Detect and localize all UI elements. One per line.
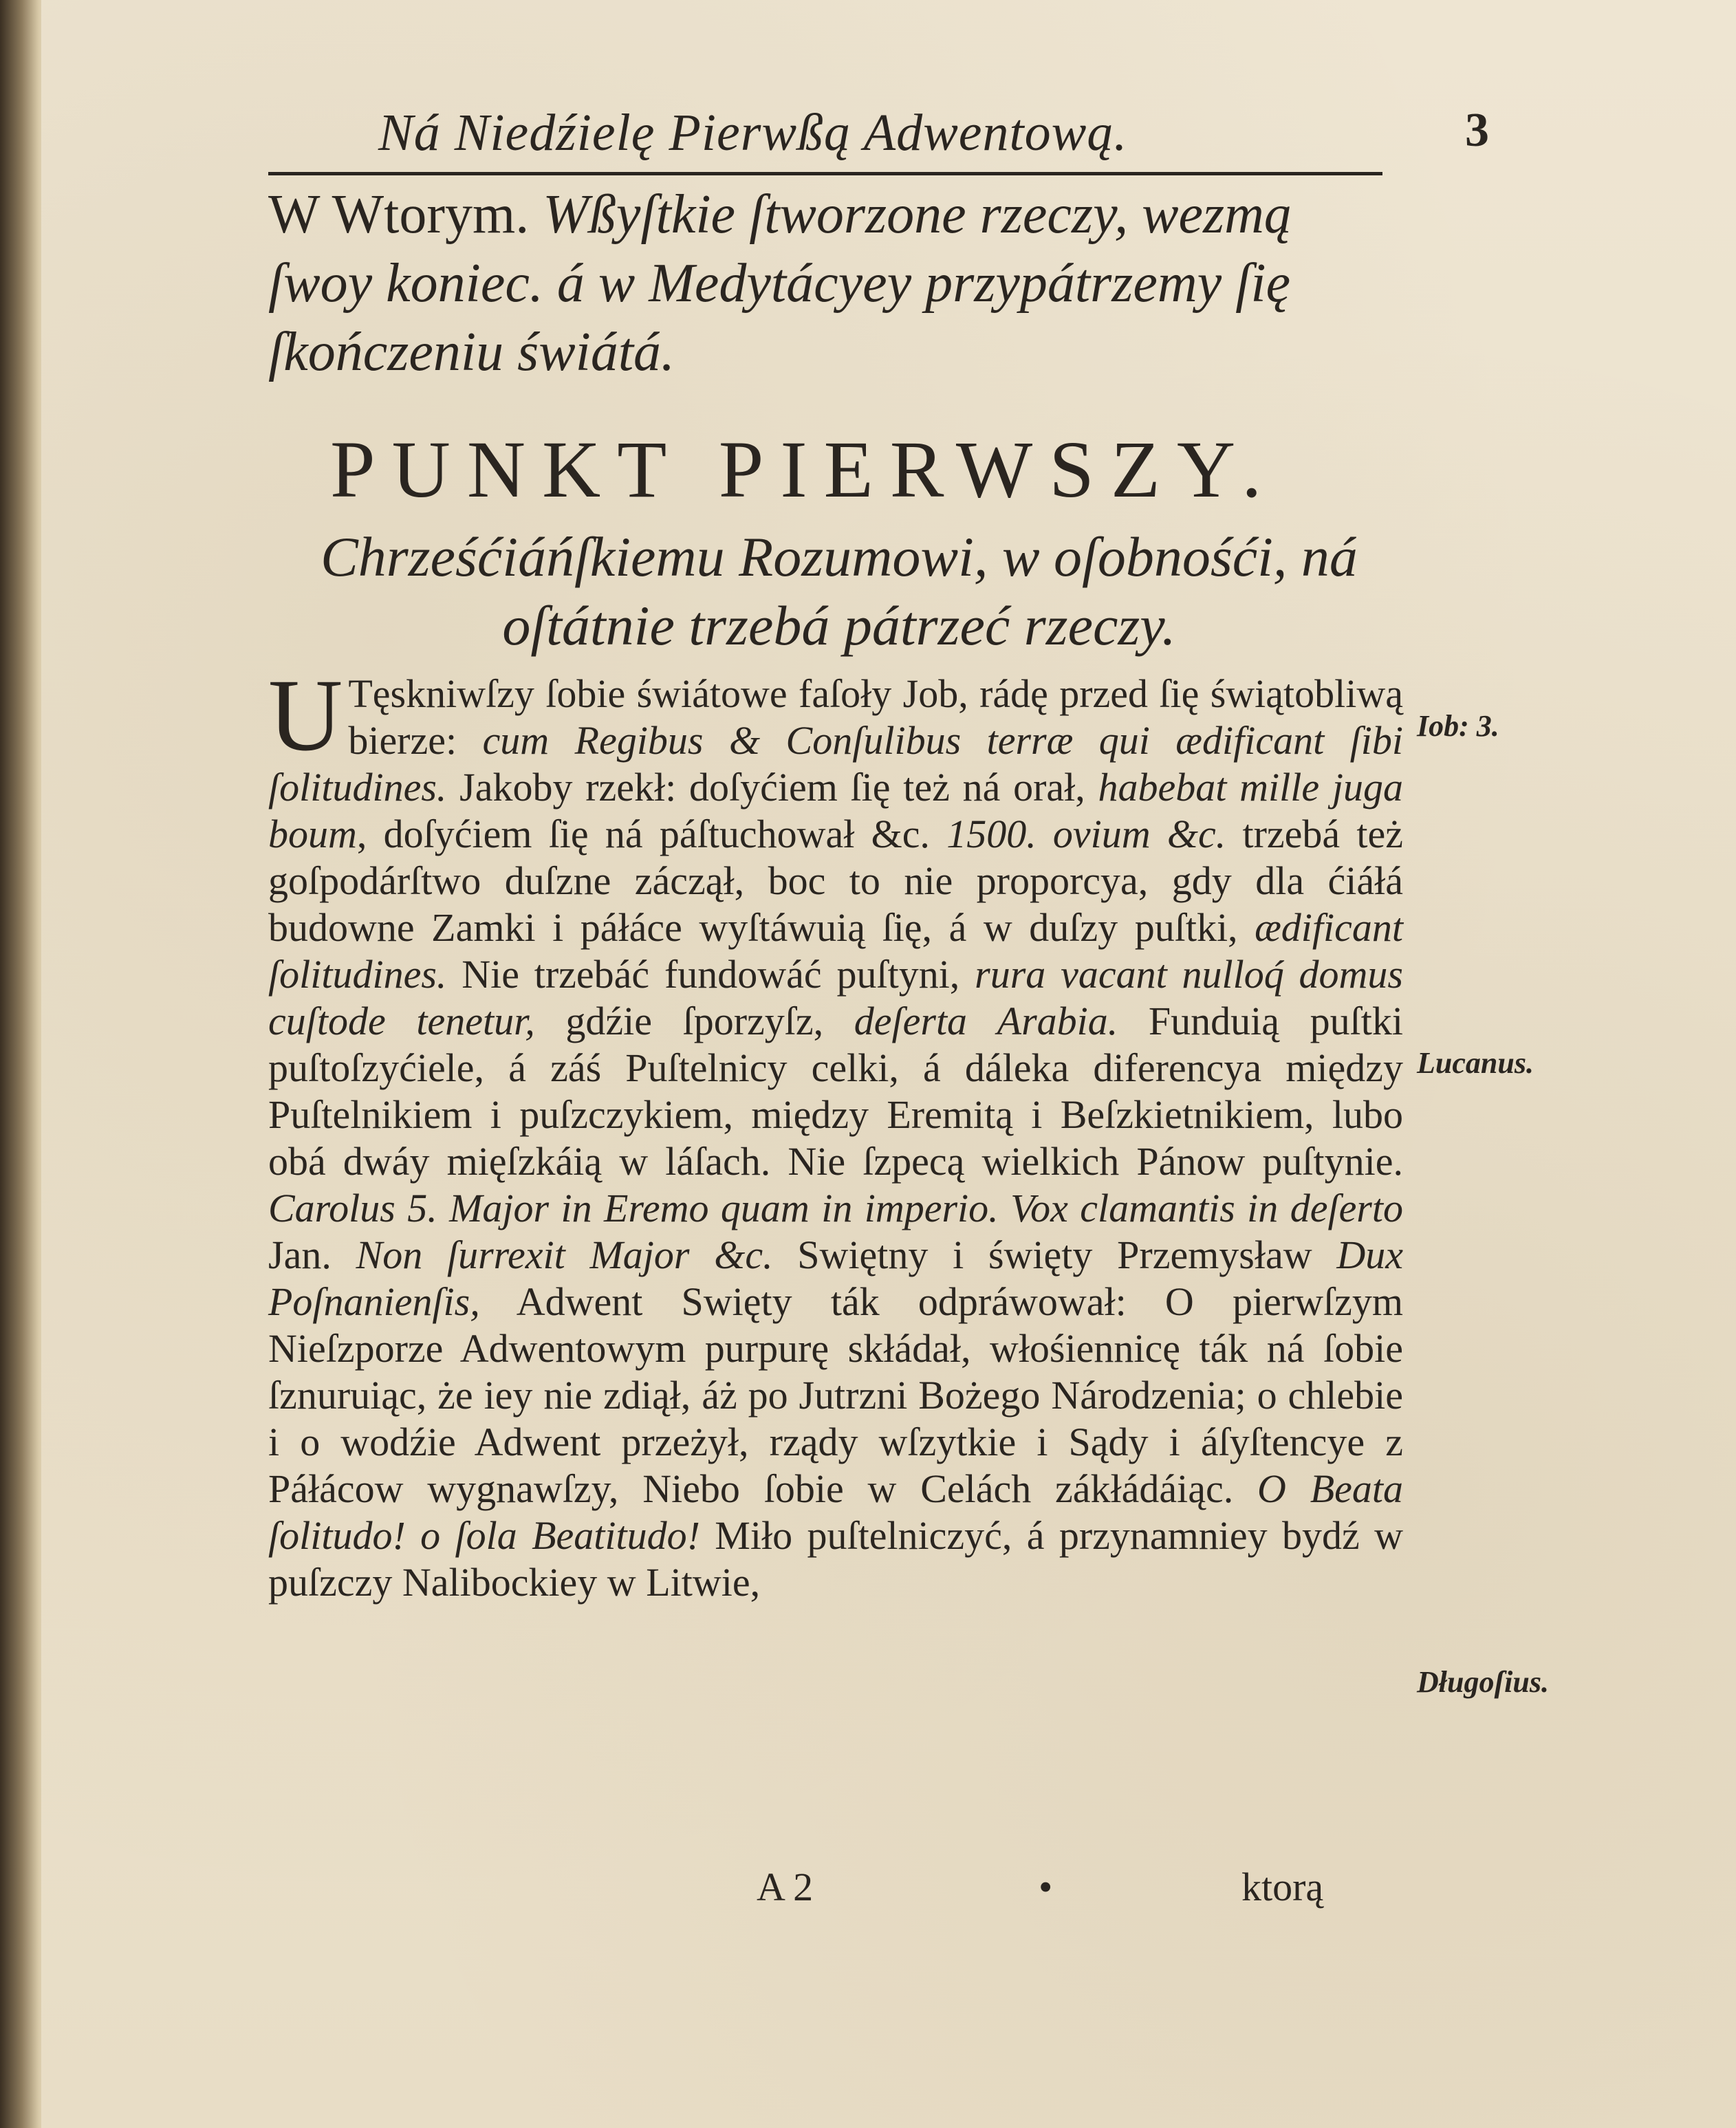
signature-mark: A 2 — [757, 1865, 814, 1909]
margin-note-iob: Iob: 3. — [1417, 709, 1499, 743]
intro-lead: W Wtorym. — [268, 184, 530, 245]
drop-cap: U — [268, 658, 343, 772]
body-latin-segment: rura vacant nulloq́ domus cuſtode tenetur, — [268, 952, 1403, 1043]
body-latin-segment: cum Regibus & Conſulibus terræ qui ædificant ſibi ſolitudines. — [268, 718, 1403, 810]
body-latin-segment: Non ſurrexit Major &c. — [356, 1233, 773, 1277]
body-latin-segment: O Beata ſolitudo! o ſola Beatitudo! — [268, 1466, 1403, 1558]
body-latin-segment: habebat mille juga boum — [268, 765, 1403, 856]
body-text-segment: Funduią puſtki puſtoſzyćiele, á záś Puſtelnicy celki, á dáleka diferencya między Puſtelnikiem i puſzczykiem, między Eremitą i Beſzkietnikiem, lubo obá dwáy mięſzkáią w láſach. Nie ſzpecą wielkich Pánow puſtynie. — [268, 999, 1403, 1184]
body-text-segment: trzebá też goſpodárſtwo duſzne záczął, boc to nie proporcya, gdy dla ćiáłá budowne Zamki i páłáce wyſtáwuią ſię, á w duſzy puſtki, — [268, 812, 1403, 950]
body-text-segment: Nie trzebáć fundowáć puſtyni, — [446, 952, 975, 997]
book-page — [41, 0, 1736, 2128]
running-title: Ná Niedźielę Pierwßą Adwentową. — [378, 104, 1128, 162]
margin-note-lucanus: Lucanus. — [1417, 1046, 1534, 1080]
body-text-segment: gdźie ſporzyſz, — [534, 999, 854, 1043]
body-text-segment: , doſyćiem ſię ná páſtuchował &c. — [356, 812, 947, 856]
body-text-segment: Miło puſtelniczyć, á przynamniey bydź w puſzczy Nalibockiey w Litwie, — [268, 1513, 1403, 1605]
body-latin-segment: deſerta Arabia. — [854, 999, 1118, 1043]
body-text-segment: Jakoby rzekł: doſyćiem ſię też ná orał, — [446, 765, 1098, 810]
body-segments — [268, 658, 1403, 1605]
body-latin-segment: ædificant ſolitudines. — [268, 905, 1403, 997]
intro-paragraph — [268, 180, 1396, 387]
page-number: 3 — [1465, 104, 1489, 157]
header-rule — [268, 172, 1382, 175]
body-text-segment: Jan. — [268, 1233, 356, 1277]
body-text-segment: Adwent Swięty ták odpráwował: O pierwſzym Nieſzporze Adwentowym purpurę skłádał, włośiennicę ták ná ſobie ſznuruiąc, że iey nie zdiął, áż po Jutrzni Bożego Národzenia; o chlebie i o wodźie Adwent przeżył, rządy wſzytkie i Sądy i áſyſtencye z Páłácow wygnawſzy, Niebo ſobie w Celách zákłádáiąc. — [268, 1279, 1403, 1511]
catchword: ktorą — [1241, 1865, 1324, 1909]
margin-note-dlugosius: Długoſius. — [1417, 1665, 1549, 1699]
body-latin-segment: Carolus 5. Major in Eremo quam in imperio. Vox clamantis in deſerto — [268, 1186, 1403, 1230]
section-subtitle: Chrześćiáńſkiemu Rozumowi, w oſobnośći, ná oſtátnie trzebá pátrzeć rzeczy. — [321, 525, 1358, 657]
section-title: PUNKT PIERWSZY. — [330, 424, 1279, 514]
intro-text: Wßyſtkie ſtworzone rzeczy, wezmą ſwoy koniec. á w Medytácyey przypátrzemy ſię ſkończeniu świátá. — [268, 184, 1292, 382]
body-text-segment: Tęskniwſzy ſobie świátowe faſoły Job, rádę przed ſię świątobliwą bierze: — [348, 671, 1403, 763]
body-latin-segment: 1500. ovium &c. — [946, 812, 1226, 856]
body-latin-segment: Dux Poſnanienſis, — [268, 1233, 1403, 1324]
body-text-segment: Swiętny i święty Przemysław — [772, 1233, 1337, 1277]
body-paragraph — [268, 658, 1403, 1606]
footer-dot: • — [1039, 1865, 1053, 1909]
